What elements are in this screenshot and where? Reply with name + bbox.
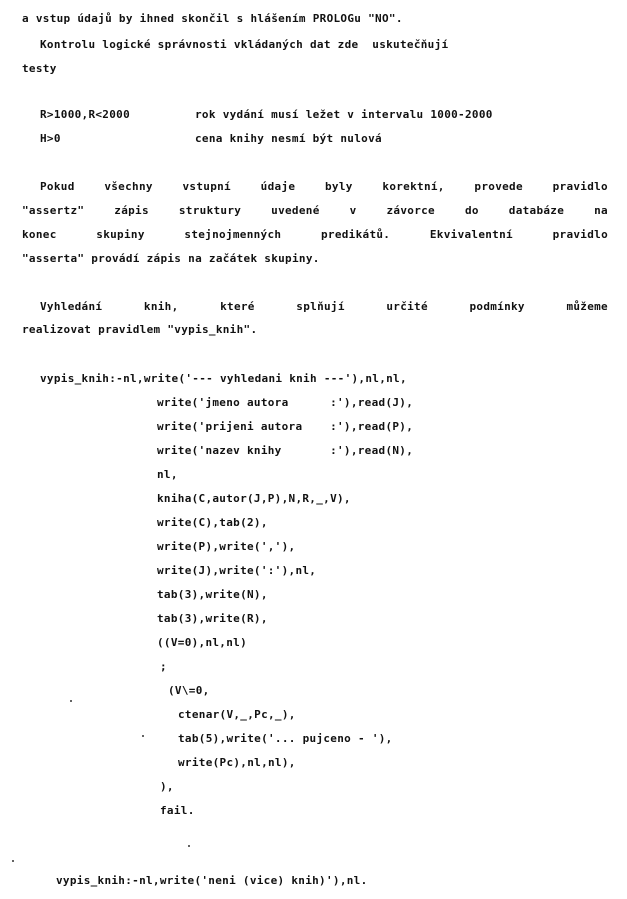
paragraph3-line2: realizovat pravidlem "vypis_knih".: [22, 323, 258, 336]
word: splňují: [296, 300, 345, 313]
word: do: [464, 204, 479, 217]
word: struktury: [178, 204, 242, 217]
word: pravidlo: [552, 180, 608, 193]
code-line: write(J),write(':'),nl,: [157, 564, 317, 577]
word: podmínky: [469, 300, 525, 313]
code-line: (V\=0,: [168, 684, 210, 697]
word: zápis: [114, 204, 149, 217]
scan-speck: [188, 845, 190, 847]
test-condition-year: R>1000,R<2000: [40, 108, 130, 121]
paragraph2-line1: [40, 180, 608, 194]
word: Pokud: [40, 180, 75, 193]
test-description-price: cena knihy nesmí být nulová: [195, 132, 382, 145]
word: údaje: [260, 180, 296, 193]
word: konec: [22, 228, 57, 241]
test-condition-price: H>0: [40, 132, 61, 145]
word: "assertz": [22, 204, 85, 217]
word: které: [220, 300, 255, 313]
word: stejnojmenných: [184, 228, 282, 241]
word: uvedené: [271, 204, 320, 217]
code-line: ctenar(V,_,Pc,_),: [178, 708, 296, 721]
code-line: write('prijeni autora :'),read(P),: [157, 420, 414, 433]
test-description-year: rok vydání musí ležet v intervalu 1000-2000: [195, 108, 493, 121]
code-line: ((V=0),nl,nl): [157, 636, 247, 649]
word: knih,: [143, 300, 179, 313]
scan-speck: [142, 735, 144, 737]
code-line: write(Pc),nl,nl),: [178, 756, 296, 769]
code-line: ;: [160, 660, 167, 673]
code-line: vypis_knih:-nl,write('--- vyhledani knih ---'),nl,nl,: [40, 372, 407, 385]
word: byly: [325, 180, 353, 193]
paragraph2-line4: "asserta" provádí zápis na začátek skupiny.: [22, 252, 320, 265]
word: vstupní: [182, 180, 231, 193]
word: pravidlo: [552, 228, 608, 241]
paragraph1-line1: a vstup údajů by ihned skončil s hlášením PROLOGu "NO".: [22, 12, 403, 25]
paragraph1-line2: Kontrolu logické správnosti vkládaných dat zde uskutečňují: [40, 38, 449, 51]
word: korektní,: [382, 180, 445, 193]
word: Vyhledání: [40, 300, 103, 313]
paragraph2-line2: [22, 204, 608, 218]
word: predikátů.: [320, 228, 391, 241]
code-line: write(P),write(','),: [157, 540, 296, 553]
paragraph2-line3: [22, 228, 608, 242]
word: určité: [386, 300, 428, 313]
word: všechny: [104, 180, 153, 193]
word: můžeme: [566, 300, 608, 313]
code-line: ),: [160, 780, 174, 793]
code-line-last: vypis_knih:-nl,write('neni (vice) knih)'),nl.: [56, 874, 368, 887]
code-line: tab(3),write(R),: [157, 612, 268, 625]
code-line: tab(3),write(N),: [157, 588, 268, 601]
word: v: [349, 204, 357, 217]
word: provede: [474, 180, 523, 193]
word: databáze: [508, 204, 565, 217]
code-line: write('nazev knihy :'),read(N),: [157, 444, 414, 457]
code-line: write(C),tab(2),: [157, 516, 268, 529]
paragraph1-line3: testy: [22, 62, 57, 75]
word: skupiny: [96, 228, 145, 241]
code-line: fail.: [160, 804, 195, 817]
code-line: nl,: [157, 468, 178, 481]
word: Ekvivalentní: [429, 228, 513, 241]
scan-speck: [12, 860, 14, 862]
code-line: tab(5),write('... pujceno - '),: [178, 732, 393, 745]
code-line: kniha(C,autor(J,P),N,R,_,V),: [157, 492, 351, 505]
code-line: write('jmeno autora :'),read(J),: [157, 396, 414, 409]
scan-speck: [70, 700, 72, 702]
word: závorce: [386, 204, 435, 217]
paragraph3-line1: [40, 300, 608, 314]
word: na: [594, 204, 608, 217]
